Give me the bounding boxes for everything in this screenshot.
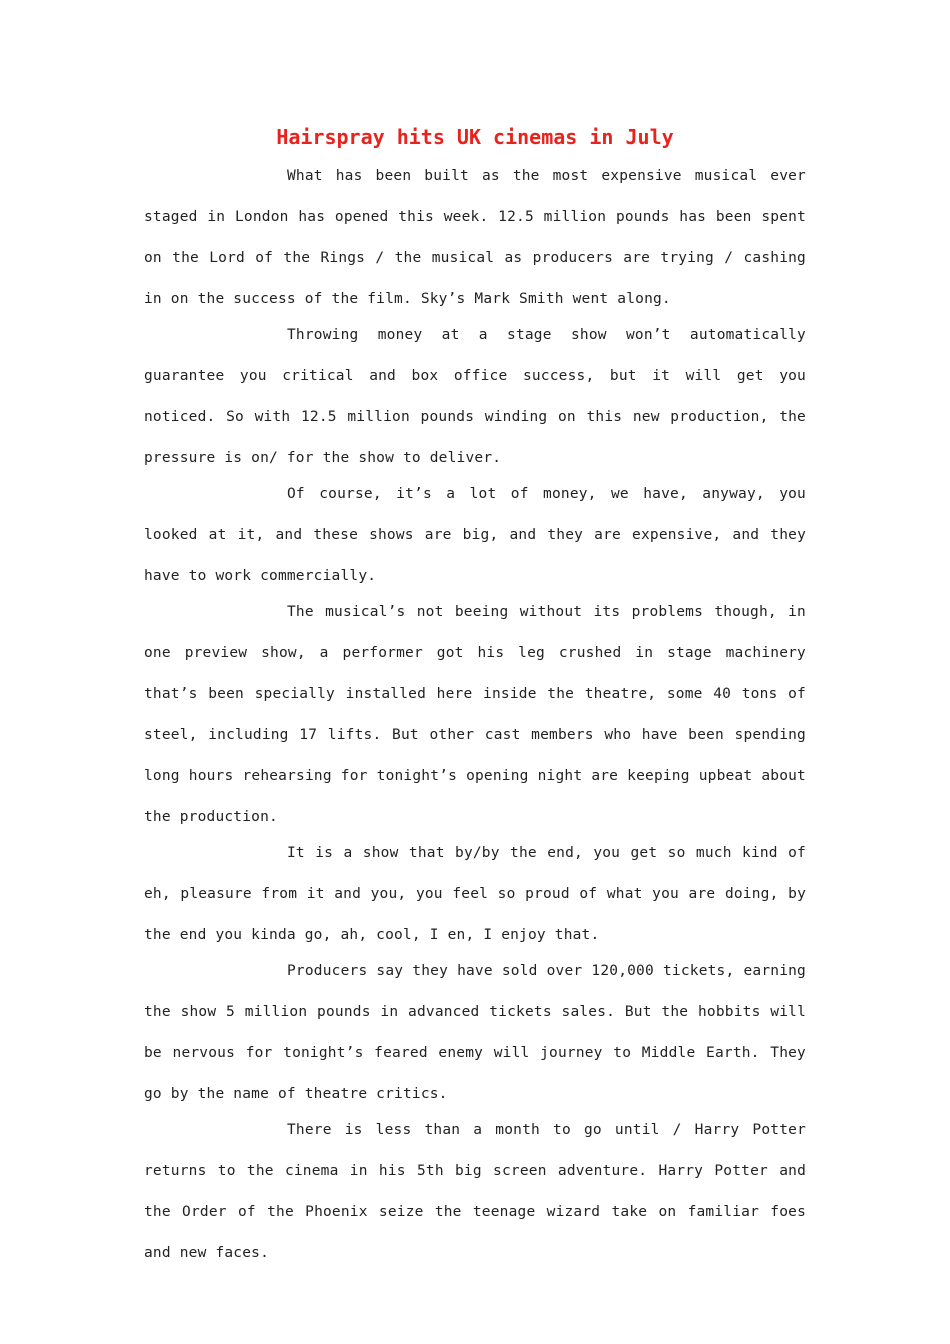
document-body — [144, 156, 806, 1274]
paragraph: Producers say they have sold over 120,000 tickets, earning the show 5 million pounds in advanced tickets sales. But the hobbits will be nervous for tonight’s feared enemy will journey to Middle Earth. They go by the name of theatre critics. — [144, 963, 806, 1102]
document-title: Hairspray hits UK cinemas in July — [276, 125, 674, 149]
paragraph: There is less than a month to go until / Harry Potter returns to the cinema in his 5th big screen adventure. Harry Potter and the Order of the Phoenix seize the teenage wizard take on familiar foes and new faces. — [144, 1122, 806, 1261]
paragraph: The musical’s not beeing without its problems though, in one preview show, a performer got his leg crushed in stage machinery that’s been specially installed here inside the theatre, some 40 tons of steel, including 17 lifts. But other cast members who have been spending long hours rehearsing for tonight’s opening night are keeping upbeat about the production. — [144, 604, 806, 825]
paragraph: Throwing money at a stage show won’t automatically guarantee you critical and box office success, but it will get you noticed. So with 12.5 million pounds winding on this new production, the pressure is on/ for the show to deliver. — [144, 327, 806, 466]
paragraph: Of course, it’s a lot of money, we have, anyway, you looked at it, and these shows are big, and they are expensive, and they have to work commercially. — [144, 486, 806, 584]
paragraph: It is a show that by/by the end, you get so much kind of eh, pleasure from it and you, you feel so proud of what you are doing, by the end you kinda go, ah, cool, I en, I enjoy that. — [144, 845, 806, 943]
paragraph: What has been built as the most expensive musical ever staged in London has opened this week. 12.5 million pounds has been spent on the Lord of the Rings / the musical as producers are trying / cashing in on the success of the film. Sky’s Mark Smith went along. — [144, 168, 806, 307]
